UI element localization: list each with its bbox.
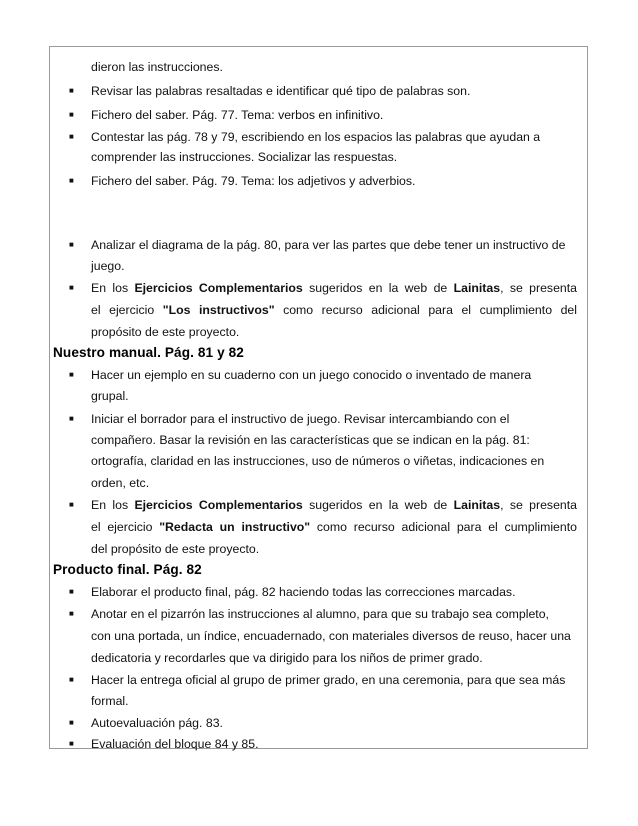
- section-heading-final: Producto final. Pág. 82: [53, 562, 202, 577]
- ejercicios-complementarios-label: Ejercicios Complementarios: [134, 281, 303, 295]
- list-item: Revisar las palabras resaltadas e identificar qué tipo de palabras son.: [91, 84, 471, 98]
- bullet-icon: ■: [69, 414, 74, 423]
- text-run: En los: [91, 498, 135, 512]
- bullet-icon: ■: [69, 283, 74, 292]
- list-item-continuation: del propósito de este proyecto.: [91, 542, 260, 556]
- text-run: En los: [91, 281, 135, 295]
- text-run: sugeridos en la web de: [302, 498, 454, 512]
- bullet-icon: ■: [69, 675, 74, 684]
- bullet-icon: ■: [69, 176, 74, 185]
- list-item-continuation: [91, 518, 577, 536]
- list-item: Fichero del saber. Pág. 79. Tema: los adjetivos y adverbios.: [91, 174, 416, 188]
- list-item: Analizar el diagrama de la pág. 80, para ver las partes que debe tener un instructivo de: [91, 238, 566, 252]
- list-item-continuation: [91, 301, 577, 319]
- list-item: Evaluación del bloque 84 y 85.: [91, 737, 259, 751]
- bullet-icon: ■: [69, 587, 74, 596]
- list-item-continuation: orden, etc.: [91, 476, 150, 490]
- list-item-continuation: grupal.: [91, 389, 129, 403]
- exercise-title: "Redacta un instructivo": [159, 520, 311, 534]
- bullet-icon: ■: [69, 86, 74, 95]
- bullet-icon: ■: [69, 110, 74, 119]
- list-item-continuation: compañero. Basar la revisión en las características que se indican en la pág. 81:: [91, 433, 530, 447]
- list-item: Hacer un ejemplo en su cuaderno con un juego conocido o inventado de manera: [91, 368, 532, 382]
- text-run: sugeridos en la web de: [302, 281, 454, 295]
- list-item-continuation: con una portada, un índice, encuadernado, con materiales diversos de reuso, hacer una: [91, 629, 571, 643]
- list-item-continuation: ortografía, claridad en las instrucciones, uso de números o viñetas, indicaciones en: [91, 454, 545, 468]
- list-item: [91, 496, 577, 514]
- list-item: Elaborar el producto final, pág. 82 haciendo todas las correcciones marcadas.: [91, 585, 516, 599]
- continuation-text: dieron las instrucciones.: [91, 60, 223, 74]
- list-item: Fichero del saber. Pág. 77. Tema: verbos en infinitivo.: [91, 108, 384, 122]
- exercise-title: "Los instructivos": [162, 303, 275, 317]
- section-heading-manual: Nuestro manual. Pág. 81 y 82: [53, 345, 244, 360]
- list-item: Anotar en el pizarrón las instrucciones al alumno, para que su trabajo sea completo,: [91, 607, 549, 621]
- list-item: [91, 279, 577, 297]
- bullet-icon: ■: [69, 609, 74, 618]
- ejercicios-complementarios-label: Ejercicios Complementarios: [134, 498, 303, 512]
- list-item: Autoevaluación pág. 83.: [91, 716, 223, 730]
- bullet-icon: ■: [69, 739, 74, 748]
- bullet-icon: ■: [69, 132, 74, 141]
- list-item: Hacer la entrega oficial al grupo de primer grado, en una ceremonia, para que sea más: [91, 673, 566, 687]
- bullet-icon: ■: [69, 240, 74, 249]
- list-item: Contestar las pág. 78 y 79, escribiendo en los espacios las palabras que ayudan a: [91, 130, 541, 144]
- bullet-icon: ■: [69, 718, 74, 727]
- text-run: , se presenta: [500, 281, 577, 295]
- bullet-icon: ■: [69, 500, 74, 509]
- list-item-continuation: propósito de este proyecto.: [91, 325, 240, 339]
- text-run: el ejercicio: [91, 303, 163, 317]
- list-item: Iniciar el borrador para el instructivo de juego. Revisar intercambiando con el: [91, 412, 510, 426]
- lainitas-label: Lainitas: [453, 498, 501, 512]
- lainitas-label: Lainitas: [453, 281, 501, 295]
- text-run: como recurso adicional para el cumplimiento del: [274, 303, 577, 317]
- list-item-continuation: comprender las instrucciones. Socializar las respuestas.: [91, 150, 398, 164]
- list-item-continuation: formal.: [91, 694, 129, 708]
- text-run: como recurso adicional para el cumplimiento: [310, 520, 577, 534]
- text-run: el ejercicio: [91, 520, 160, 534]
- bullet-icon: ■: [69, 370, 74, 379]
- list-item-continuation: dedicatoria y recordarles que va dirigido para los niños de primer grado.: [91, 651, 483, 665]
- list-item-continuation: juego.: [91, 259, 125, 273]
- text-run: , se presenta: [500, 498, 577, 512]
